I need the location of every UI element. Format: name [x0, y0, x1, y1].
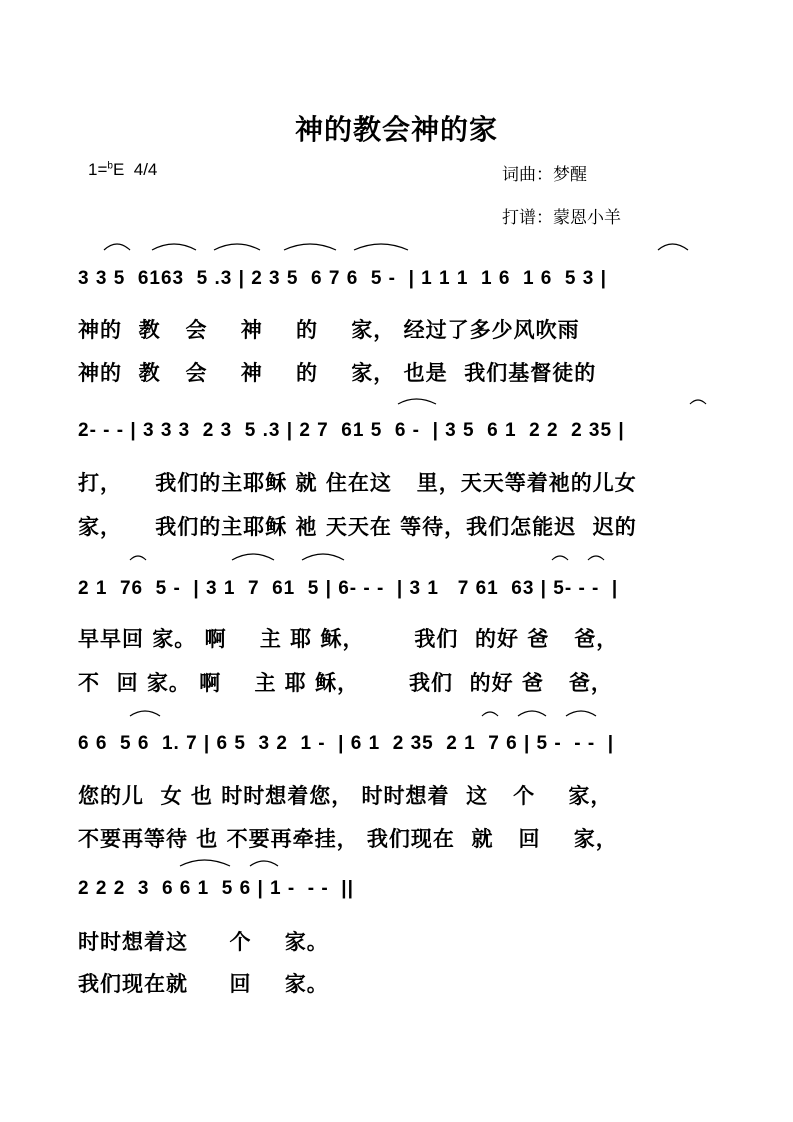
slur-mark	[690, 400, 706, 404]
lyric-line-3-verse-2: 不 回 家。 啊 主 耶 稣， 我们 的好 爸 爸，	[78, 671, 613, 695]
lyric-line-5-verse-2: 我们现在就 回 家。	[78, 972, 329, 996]
slur-mark	[284, 244, 336, 250]
lyric-line-2-verse-1: 打， 我们的主耶稣 就 住在这 里，天天等着祂的儿女	[78, 471, 637, 495]
key-signature	[88, 160, 157, 180]
lyric-line-1-verse-2: 神的 教 会 神 的 家， 也是 我们基督徒的	[78, 361, 597, 385]
lyric-line-3-verse-1: 早早回 家。 啊 主 耶 稣， 我们 的好 爸 爸，	[78, 627, 619, 651]
lyric-line-5-verse-1: 时时想着这 个 家。	[78, 930, 329, 954]
slur-mark	[152, 244, 196, 250]
slur-mark	[130, 556, 146, 560]
notation-line-2: 2- - - | 3 3 3 2 3 5 .3 | 2 7 61 5 6 - | 3 5 6 1 2 2 2 35 |	[78, 420, 625, 441]
lyric-line-2-verse-2: 家， 我们的主耶稣 祂 天天在 等待，我们怎能迟 迟的	[78, 515, 637, 539]
lyric-line-4-verse-1: 您的儿 女 也 时时想着您， 时时想着 这 个 家，	[78, 784, 613, 808]
notation-line-1: 3 3 5 6163 5 .3 | 2 3 5 6 7 6 5 - | 1 1 1 1 6 1 6 5 3 |	[78, 268, 607, 289]
slur-mark	[130, 711, 160, 716]
slur-mark	[518, 711, 546, 716]
time-signature: 4/4	[133, 160, 158, 179]
slur-mark	[180, 860, 230, 866]
slur-mark	[302, 554, 344, 560]
slur-mark	[658, 244, 688, 250]
slur-mark	[552, 556, 568, 560]
slur-mark	[250, 861, 278, 866]
score-by-credit: 打谱：蒙恩小羊	[502, 208, 621, 228]
lyric-line-1-verse-1: 神的 教 会 神 的 家， 经过了多少风吹雨	[78, 318, 580, 342]
key-note: E	[112, 160, 125, 179]
notation-line-5: 2 2 2 3 6 6 1 5 6 | 1 - - - ||	[78, 878, 354, 899]
slur-mark	[232, 554, 274, 560]
flat-sign: b	[107, 160, 113, 172]
slur-mark	[566, 711, 596, 716]
lyrics-music-credit: 词曲：梦醒	[502, 165, 587, 185]
slur-mark	[104, 244, 130, 250]
notation-line-3: 2 1 76 5 - | 3 1 7 61 5 | 6- - - | 3 1 7 61 63 | 5- - - |	[78, 578, 619, 599]
lyric-line-4-verse-2: 不要再等待 也 不要再牵挂， 我们现在 就 回 家，	[78, 827, 618, 851]
slur-mark	[398, 399, 436, 404]
slur-mark	[354, 244, 408, 250]
song-title: 神的教会神的家	[294, 113, 498, 146]
slur-mark	[482, 712, 498, 716]
notation-line-4: 6 6 5 6 1. 7 | 6 5 3 2 1 - | 6 1 2 35 2 1 7 6 | 5 - - - |	[78, 733, 615, 754]
slur-mark	[588, 556, 604, 560]
slur-mark	[214, 244, 260, 250]
key-prefix: 1=	[88, 160, 108, 179]
